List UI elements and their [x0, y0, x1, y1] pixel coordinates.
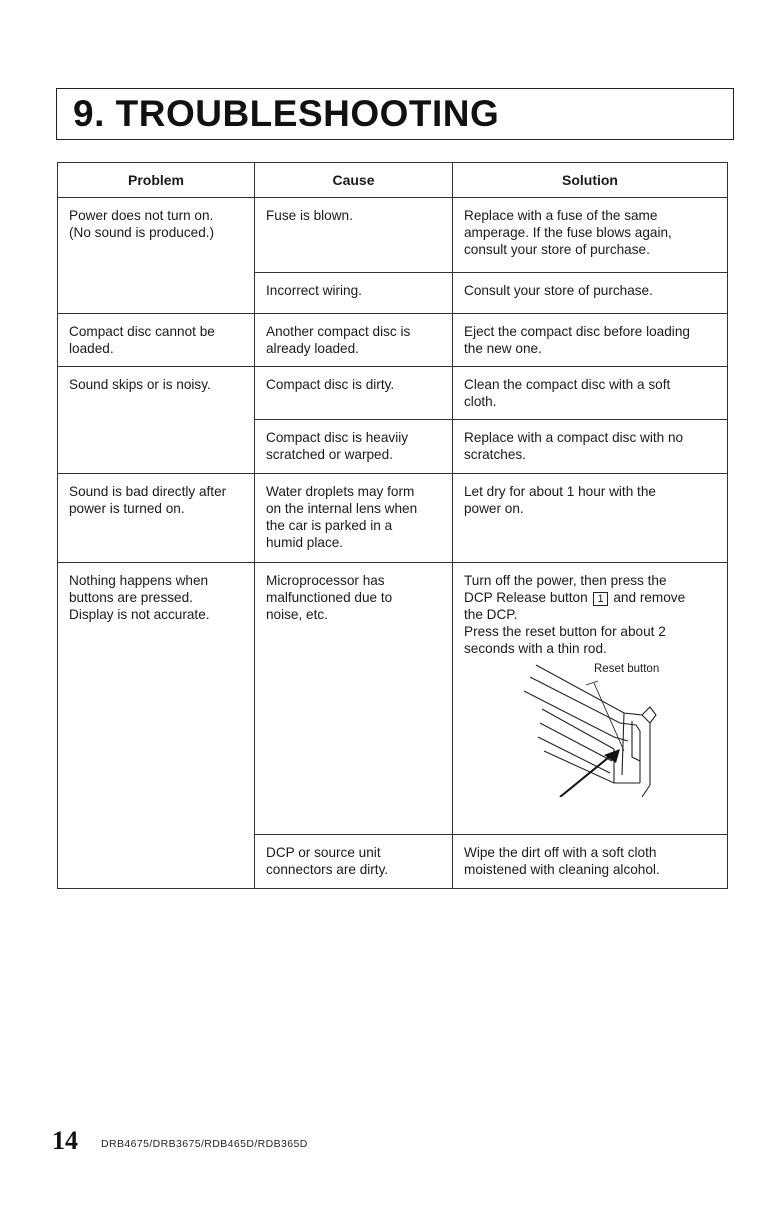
- reset-instructions: [464, 572, 717, 657]
- header-problem: Problem: [58, 163, 255, 198]
- solution-cell: Replace with a compact disc with no scratches.: [453, 420, 728, 474]
- page-number: 14: [52, 1126, 78, 1155]
- solution-cell: Replace with a fuse of the same amperage. If the fuse blows again, consult your store of purchase.: [453, 198, 728, 273]
- cause-cell: Compact disc is heaviiy scratched or warped.: [255, 420, 453, 474]
- reset-button-illustration: [464, 657, 717, 797]
- solution-cell: Clean the compact disc with a soft cloth.: [453, 367, 728, 420]
- problem-cell: Compact disc cannot be loaded.: [58, 314, 255, 367]
- cause-cell: Incorrect wiring.: [255, 273, 453, 314]
- dcp-release-key-icon: 1: [593, 592, 607, 606]
- table-row: [58, 563, 728, 835]
- solution-cell: Consult your store of purchase.: [453, 273, 728, 314]
- header-solution: Solution: [453, 163, 728, 198]
- table-row: [58, 367, 728, 420]
- problem-cell: Nothing happens when buttons are pressed. Display is not accurate.: [58, 563, 255, 889]
- solution-text-b: and remove the DCP. Press the reset button for about 2 seconds with a thin rod.: [464, 590, 686, 656]
- dcp-reset-illustration-icon: [464, 657, 718, 797]
- reset-button-label: Reset button: [594, 663, 660, 675]
- solution-cell: Eject the compact disc before loading the new one.: [453, 314, 728, 367]
- cause-cell: Fuse is blown.: [255, 198, 453, 273]
- cause-cell: Microprocessor has malfunctioned due to noise, etc.: [255, 563, 453, 835]
- solution-cell: [453, 563, 728, 835]
- title-box: [56, 88, 734, 140]
- table-row: [58, 474, 728, 563]
- cause-cell: Another compact disc is already loaded.: [255, 314, 453, 367]
- table-row: [58, 198, 728, 273]
- table-header-row: [58, 163, 728, 198]
- header-cause: Cause: [255, 163, 453, 198]
- solution-cell: Let dry for about 1 hour with the power on.: [453, 474, 728, 563]
- problem-cell: Sound is bad directly after power is turned on.: [58, 474, 255, 563]
- table-row: [58, 314, 728, 367]
- cause-cell: Compact disc is dirty.: [255, 367, 453, 420]
- solution-cell: Wipe the dirt off with a soft cloth moistened with cleaning alcohol.: [453, 835, 728, 889]
- problem-cell: Power does not turn on. (No sound is produced.): [58, 198, 255, 314]
- solution-text-a: Turn off the power, then press the DCP Release button: [464, 573, 667, 605]
- troubleshooting-table: [57, 162, 728, 889]
- cause-cell: Water droplets may form on the internal lens when the car is parked in a humid place.: [255, 474, 453, 563]
- cause-cell: DCP or source unit connectors are dirty.: [255, 835, 453, 889]
- problem-cell: Sound skips or is noisy.: [58, 367, 255, 474]
- model-numbers: DRB4675/DRB3675/RDB465D/RDB365D: [101, 1138, 308, 1150]
- page-title: 9. TROUBLESHOOTING: [73, 93, 500, 134]
